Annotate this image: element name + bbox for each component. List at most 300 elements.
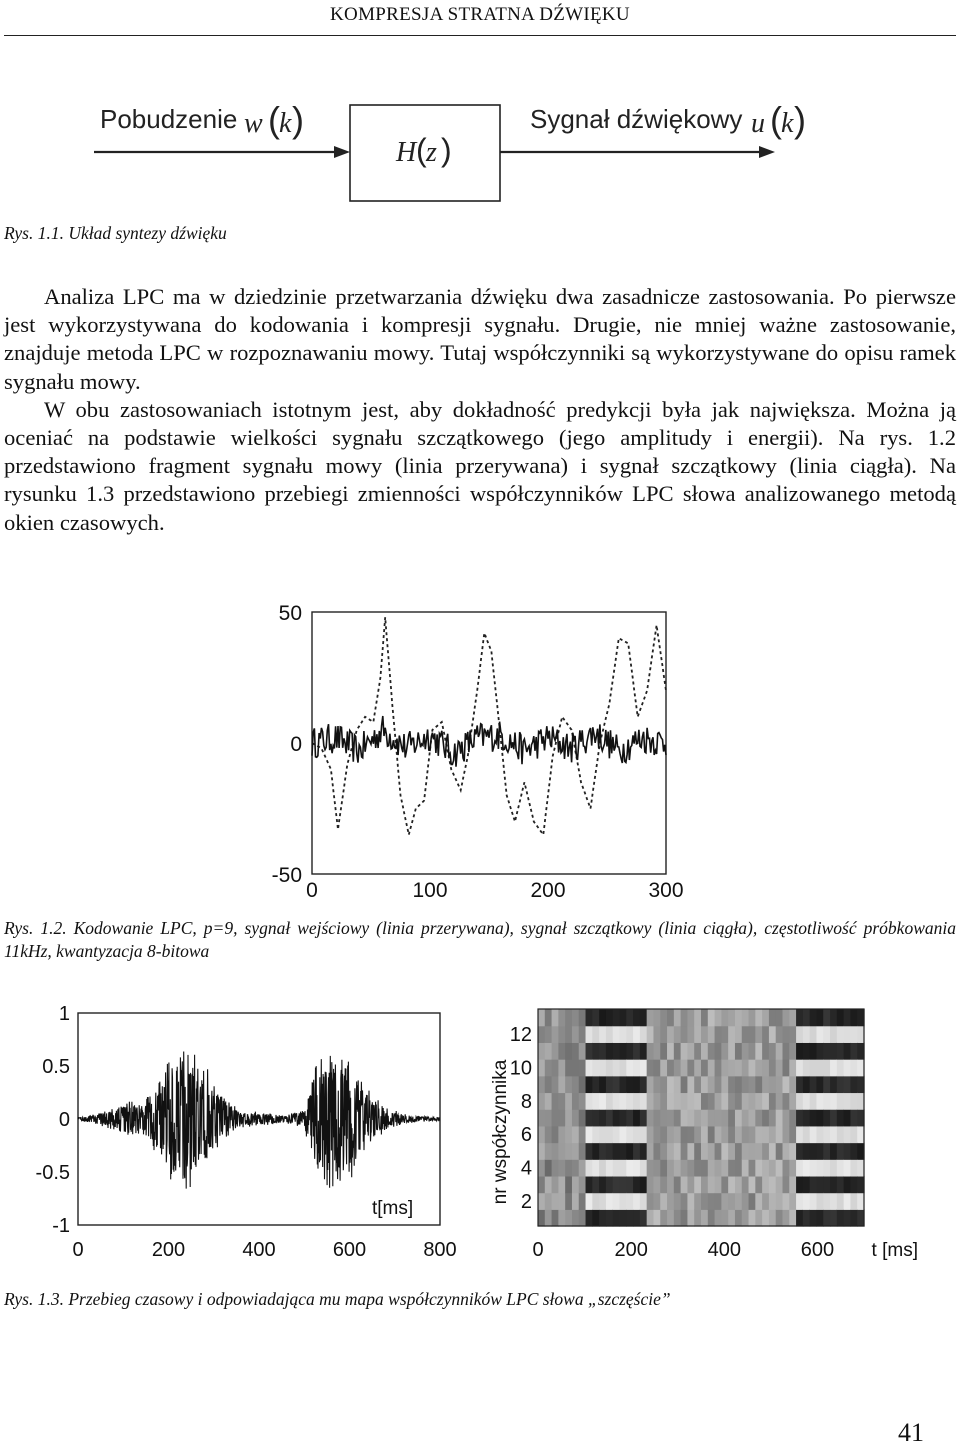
heatmap-cell [783, 1209, 790, 1226]
heatmap-cell [850, 1026, 857, 1043]
heatmap-cell [837, 1176, 844, 1193]
heatmap-cell [647, 1026, 654, 1043]
heatmap-cell [653, 1092, 660, 1109]
heatmap-cell [674, 1126, 681, 1143]
heatmap-cell [715, 1026, 722, 1043]
heatmap-cell [844, 1009, 851, 1026]
heatmap-cell [687, 1076, 694, 1093]
heatmap-cell [776, 1042, 783, 1059]
output-label: Sygnał dźwiękowy [530, 104, 743, 134]
heatmap-cell [633, 1042, 640, 1059]
heatmap-cell [715, 1143, 722, 1160]
heatmap-cell [844, 1109, 851, 1126]
heatmap-cell [613, 1193, 620, 1210]
heatmap-cell [687, 1159, 694, 1176]
heatmap-cell [552, 1143, 559, 1160]
heatmap-cell [579, 1193, 586, 1210]
y-tick-label: 8 [520, 1090, 532, 1113]
heatmap-cell [735, 1176, 742, 1193]
heatmap-cell [613, 1109, 620, 1126]
heatmap-cell [579, 1009, 586, 1026]
heatmap-cell [708, 1126, 715, 1143]
heatmap-cell [667, 1092, 674, 1109]
heatmap-cell [728, 1026, 735, 1043]
heatmap-cell [620, 1076, 627, 1093]
heatmap-cell [810, 1109, 817, 1126]
heatmap-cell [552, 1042, 559, 1059]
heatmap-cell [640, 1143, 647, 1160]
heatmap-cell [687, 1143, 694, 1160]
heatmap-cell [803, 1059, 810, 1076]
heatmap-cell [789, 1009, 796, 1026]
y-tick-label: 10 [509, 1057, 532, 1080]
heatmap-cell [599, 1076, 606, 1093]
heatmap-cell [626, 1076, 633, 1093]
heatmap-cell [708, 1109, 715, 1126]
heatmap-cell [640, 1042, 647, 1059]
heatmap-cell [830, 1092, 837, 1109]
heatmap-cell [749, 1109, 756, 1126]
heatmap-cell [755, 1159, 762, 1176]
heatmap-cell [830, 1109, 837, 1126]
heatmap-cell [715, 1159, 722, 1176]
heatmap-cell [789, 1176, 796, 1193]
heatmap-cell [592, 1143, 599, 1160]
heatmap-cell [586, 1126, 593, 1143]
heatmap-cell [769, 1159, 776, 1176]
heatmap-cell [721, 1092, 728, 1109]
heatmap-cell [803, 1193, 810, 1210]
heatmap-cell [660, 1076, 667, 1093]
heatmap-cell [538, 1209, 545, 1226]
input-symbol: w [244, 108, 263, 139]
heatmap-cell [613, 1209, 620, 1226]
heatmap-cell [844, 1209, 851, 1226]
x-tick-label: 200 [614, 1239, 648, 1261]
heatmap-cell [830, 1126, 837, 1143]
heatmap-cell [660, 1176, 667, 1193]
heatmap-cell [769, 1026, 776, 1043]
heatmap-cell [681, 1026, 688, 1043]
heatmap-cell [749, 1076, 756, 1093]
heatmap-cell [552, 1109, 559, 1126]
heatmap-cell [579, 1109, 586, 1126]
heatmap-cell [674, 1143, 681, 1160]
heatmap-cell [701, 1009, 708, 1026]
heatmap-cell [633, 1209, 640, 1226]
heatmap-cell [755, 1092, 762, 1109]
heatmap-cell [789, 1092, 796, 1109]
heatmap-cell [674, 1092, 681, 1109]
heatmap-cell [599, 1042, 606, 1059]
heatmap-cell [823, 1076, 830, 1093]
heatmap-cell [783, 1176, 790, 1193]
heatmap-cell [762, 1059, 769, 1076]
heatmap-cell [660, 1026, 667, 1043]
heatmap-cell [762, 1126, 769, 1143]
heatmap-cell [728, 1042, 735, 1059]
heatmap-cell [674, 1176, 681, 1193]
heatmap-cell [538, 1143, 545, 1160]
heatmap-cell [803, 1009, 810, 1026]
heatmap-cell [728, 1159, 735, 1176]
heatmap-cell [565, 1076, 572, 1093]
heatmap-cell [660, 1009, 667, 1026]
heatmap-cell [837, 1109, 844, 1126]
y-tick-label: -0.5 [35, 1162, 70, 1184]
heatmap-cell [606, 1042, 613, 1059]
heatmap-cell [769, 1126, 776, 1143]
heatmap-cell [796, 1092, 803, 1109]
heatmap-cell [776, 1059, 783, 1076]
heatmap-cell [640, 1026, 647, 1043]
heatmap-cell [728, 1109, 735, 1126]
heatmap-cell [816, 1026, 823, 1043]
heatmap-cell [823, 1143, 830, 1160]
heatmap-cell [681, 1143, 688, 1160]
heatmap-cell [721, 1042, 728, 1059]
heatmap-cell [783, 1143, 790, 1160]
heatmap-cell [783, 1009, 790, 1026]
block-symbol: H [396, 137, 417, 168]
heatmap-cell [816, 1059, 823, 1076]
heatmap-cell [647, 1126, 654, 1143]
heatmap-cell [552, 1009, 559, 1026]
heatmap-cell [735, 1109, 742, 1126]
heatmap-cell [830, 1059, 837, 1076]
y-tick-label: 12 [509, 1024, 532, 1047]
heatmap-cell [647, 1109, 654, 1126]
heatmap-cell [776, 1009, 783, 1026]
heatmap-cell [681, 1159, 688, 1176]
heatmap-cell [694, 1109, 701, 1126]
heatmap-cell [715, 1092, 722, 1109]
heatmap-cell [708, 1176, 715, 1193]
heatmap-cell [769, 1042, 776, 1059]
x-tick-label: 600 [332, 1239, 367, 1261]
heatmap-cell [626, 1009, 633, 1026]
heatmap-cell [721, 1176, 728, 1193]
heatmap-cell [633, 1009, 640, 1026]
heatmap-cell [674, 1059, 681, 1076]
heatmap-cell [844, 1026, 851, 1043]
heatmap-cell [783, 1059, 790, 1076]
heatmap-cell [810, 1143, 817, 1160]
heatmap-cell [538, 1042, 545, 1059]
heatmap-cell [606, 1109, 613, 1126]
heatmap-cell [613, 1009, 620, 1026]
heatmap-cell [755, 1076, 762, 1093]
heatmap-cell [810, 1009, 817, 1026]
heatmap-cell [721, 1059, 728, 1076]
heatmap-cell [653, 1143, 660, 1160]
heatmap-cell [844, 1159, 851, 1176]
heatmap-cell [640, 1159, 647, 1176]
heatmap-cell [844, 1143, 851, 1160]
heatmap-cell [749, 1042, 756, 1059]
heatmap-cell [708, 1026, 715, 1043]
heatmap-cell [660, 1059, 667, 1076]
heatmap-cell [613, 1076, 620, 1093]
heatmap-cell [633, 1143, 640, 1160]
heatmap-cell [803, 1092, 810, 1109]
heatmap-cell [572, 1042, 579, 1059]
heatmap-cell [599, 1143, 606, 1160]
heatmap-cell [640, 1059, 647, 1076]
heatmap-cell [606, 1092, 613, 1109]
heatmap-cell [735, 1042, 742, 1059]
heatmap-cell [592, 1176, 599, 1193]
heatmap-cell [620, 1059, 627, 1076]
heatmap-cell [735, 1193, 742, 1210]
heatmap-cell [653, 1009, 660, 1026]
heatmap-cell [769, 1059, 776, 1076]
heatmap-cell [715, 1209, 722, 1226]
heatmap-cell [633, 1076, 640, 1093]
y-tick-label: 0.5 [42, 1056, 70, 1078]
heatmap-cell [755, 1176, 762, 1193]
heatmap-cell [613, 1026, 620, 1043]
heatmap-cell [837, 1209, 844, 1226]
heatmap-cell [620, 1176, 627, 1193]
lpc-map-coefficient-axis-label: nr współczynnika [490, 1059, 511, 1205]
heatmap-cell [694, 1143, 701, 1160]
heatmap-cell [674, 1026, 681, 1043]
heatmap-cell [545, 1109, 552, 1126]
heatmap-cell [844, 1059, 851, 1076]
heatmap-cell [667, 1059, 674, 1076]
heatmap-cell [701, 1176, 708, 1193]
heatmap-cell [728, 1143, 735, 1160]
heatmap-cell [844, 1092, 851, 1109]
heatmap-cell [586, 1042, 593, 1059]
heatmap-cell [803, 1159, 810, 1176]
heatmap-cell [776, 1076, 783, 1093]
heatmap-cell [850, 1143, 857, 1160]
heatmap-cell [565, 1209, 572, 1226]
heatmap-cell [715, 1109, 722, 1126]
heatmap-cell [769, 1076, 776, 1093]
heatmap-cell [776, 1176, 783, 1193]
heatmap-cell [783, 1193, 790, 1210]
body-text [4, 283, 956, 537]
heatmap-cell [572, 1059, 579, 1076]
heatmap-cell [810, 1176, 817, 1193]
heatmap-cell [599, 1026, 606, 1043]
heatmap-cell [647, 1059, 654, 1076]
heatmap-cell [545, 1042, 552, 1059]
heatmap-cell [620, 1209, 627, 1226]
heatmap-cell [823, 1176, 830, 1193]
input-arrowhead [334, 146, 350, 158]
heatmap-cell [715, 1042, 722, 1059]
heatmap-cell [606, 1059, 613, 1076]
heatmap-cell [640, 1209, 647, 1226]
heatmap-cell [823, 1059, 830, 1076]
heatmap-cell [653, 1209, 660, 1226]
heatmap-cell [749, 1126, 756, 1143]
heatmap-cell [742, 1159, 749, 1176]
heatmap-cell [701, 1143, 708, 1160]
header-rule [4, 35, 956, 36]
y-tick-label: 0 [290, 733, 302, 756]
heatmap-cell [850, 1109, 857, 1126]
heatmap-cell [592, 1092, 599, 1109]
heatmap-cell [721, 1026, 728, 1043]
heatmap-cell [647, 1143, 654, 1160]
heatmap-cell [755, 1193, 762, 1210]
heatmap-cell [667, 1209, 674, 1226]
heatmap-cell [599, 1126, 606, 1143]
heatmap-cell [803, 1176, 810, 1193]
heatmap-cell [558, 1159, 565, 1176]
heatmap-cell [715, 1076, 722, 1093]
input-arg: k [279, 108, 292, 139]
heatmap-cell [626, 1026, 633, 1043]
heatmap-cell [558, 1042, 565, 1059]
heatmap-cell [667, 1026, 674, 1043]
heatmap-cell [830, 1176, 837, 1193]
heatmap-cell [850, 1092, 857, 1109]
heatmap-cell [606, 1193, 613, 1210]
heatmap-cell [728, 1059, 735, 1076]
heatmap-cell [823, 1126, 830, 1143]
heatmap-cell [681, 1209, 688, 1226]
heatmap-cell [681, 1109, 688, 1126]
heatmap-cell [735, 1092, 742, 1109]
heatmap-cell [538, 1159, 545, 1176]
heatmap-cell [626, 1193, 633, 1210]
heatmap-cell [728, 1092, 735, 1109]
heatmap-cell [647, 1009, 654, 1026]
heatmap-cell [687, 1109, 694, 1126]
y-tick-label: 1 [58, 1003, 70, 1025]
heatmap-cell [626, 1109, 633, 1126]
heatmap-cell [742, 1026, 749, 1043]
heatmap-cell [565, 1143, 572, 1160]
heatmap-cell [776, 1092, 783, 1109]
heatmap-cell [816, 1159, 823, 1176]
x-tick-label: 0 [532, 1239, 544, 1261]
figure-1-3-caption: Rys. 1.3. Przebieg czasowy i odpowiadająca mu mapa współczynników LPC słowa „szczęście” [4, 1289, 671, 1309]
heatmap-cell [789, 1159, 796, 1176]
heatmap-cell [586, 1092, 593, 1109]
heatmap-cell [762, 1143, 769, 1160]
heatmap-cell [796, 1193, 803, 1210]
heatmap-cell [783, 1076, 790, 1093]
heatmap-cell [742, 1042, 749, 1059]
figure-1-2-caption: Rys. 1.2. Kodowanie LPC, p=9, sygnał wejściowy (linia przerywana), sygnał szczątkowy (linia ciągła), częstotliwość próbkowania 11kHz, kwantyzacja 8-bitowa [4, 918, 956, 961]
heatmap-cell [708, 1143, 715, 1160]
heatmap-cell [721, 1109, 728, 1126]
heatmap-cell [681, 1193, 688, 1210]
heatmap-cell [647, 1209, 654, 1226]
heatmap-cell [626, 1209, 633, 1226]
heatmap-cell [647, 1159, 654, 1176]
heatmap-cell [762, 1026, 769, 1043]
heatmap-cell [667, 1159, 674, 1176]
heatmap-cell [599, 1159, 606, 1176]
heatmap-cell [687, 1059, 694, 1076]
heatmap-cell [694, 1042, 701, 1059]
output-symbol: u [751, 108, 765, 139]
heatmap-cell [653, 1042, 660, 1059]
heatmap-cell [742, 1176, 749, 1193]
heatmap-cell [538, 1193, 545, 1210]
y-tick-label: 6 [520, 1124, 532, 1147]
heatmap-cell [721, 1009, 728, 1026]
heatmap-cell [545, 1076, 552, 1093]
block-arg: z [426, 137, 437, 168]
heatmap-cell [647, 1042, 654, 1059]
heatmap-cell [606, 1026, 613, 1043]
heatmap-cell [742, 1143, 749, 1160]
heatmap-cell [715, 1193, 722, 1210]
heatmap-cell [708, 1159, 715, 1176]
heatmap-cell [796, 1159, 803, 1176]
heatmap-cell [633, 1059, 640, 1076]
heatmap-cell [579, 1176, 586, 1193]
heatmap-cell [789, 1109, 796, 1126]
heatmap-cell [674, 1193, 681, 1210]
x-tick-label: 300 [648, 879, 684, 902]
heatmap-cell [599, 1092, 606, 1109]
heatmap-cell [552, 1176, 559, 1193]
heatmap-cell [694, 1176, 701, 1193]
heatmap-cell [606, 1159, 613, 1176]
heatmap-cell [660, 1109, 667, 1126]
heatmap-cell [816, 1042, 823, 1059]
heatmap-cell [633, 1109, 640, 1126]
heatmap-cell [708, 1059, 715, 1076]
heatmap-cell [558, 1193, 565, 1210]
heatmap-cell [742, 1109, 749, 1126]
heatmap-cell [599, 1193, 606, 1210]
heatmap-cell [592, 1076, 599, 1093]
block-paren-left: ( [416, 132, 427, 168]
heatmap-cell [572, 1159, 579, 1176]
heatmap-cell [830, 1159, 837, 1176]
heatmap-cell [830, 1009, 837, 1026]
heatmap-cell [558, 1059, 565, 1076]
heatmap-cell [572, 1076, 579, 1093]
heatmap-cell [783, 1092, 790, 1109]
heatmap-cell [592, 1126, 599, 1143]
heatmap-cell [823, 1159, 830, 1176]
heatmap-cell [667, 1126, 674, 1143]
heatmap-cell [613, 1042, 620, 1059]
heatmap-cell [721, 1076, 728, 1093]
heatmap-cell [653, 1109, 660, 1126]
heatmap-cell [681, 1042, 688, 1059]
heatmap-cell [850, 1193, 857, 1210]
heatmap-cell [721, 1209, 728, 1226]
heatmap-cell [687, 1026, 694, 1043]
heatmap-cell [694, 1076, 701, 1093]
heatmap-cell [552, 1209, 559, 1226]
heatmap-cell [844, 1042, 851, 1059]
heatmap-cell [789, 1059, 796, 1076]
figure-1-3-waveform [20, 992, 465, 1267]
x-tick-label: 400 [707, 1239, 741, 1261]
heatmap-cell [708, 1009, 715, 1026]
heatmap-cell [728, 1209, 735, 1226]
input-paren-left: ( [268, 99, 280, 140]
heatmap-cell [749, 1026, 756, 1043]
heatmap-cell [810, 1092, 817, 1109]
heatmap-cell [667, 1042, 674, 1059]
x-tick-label: 0 [72, 1239, 84, 1261]
